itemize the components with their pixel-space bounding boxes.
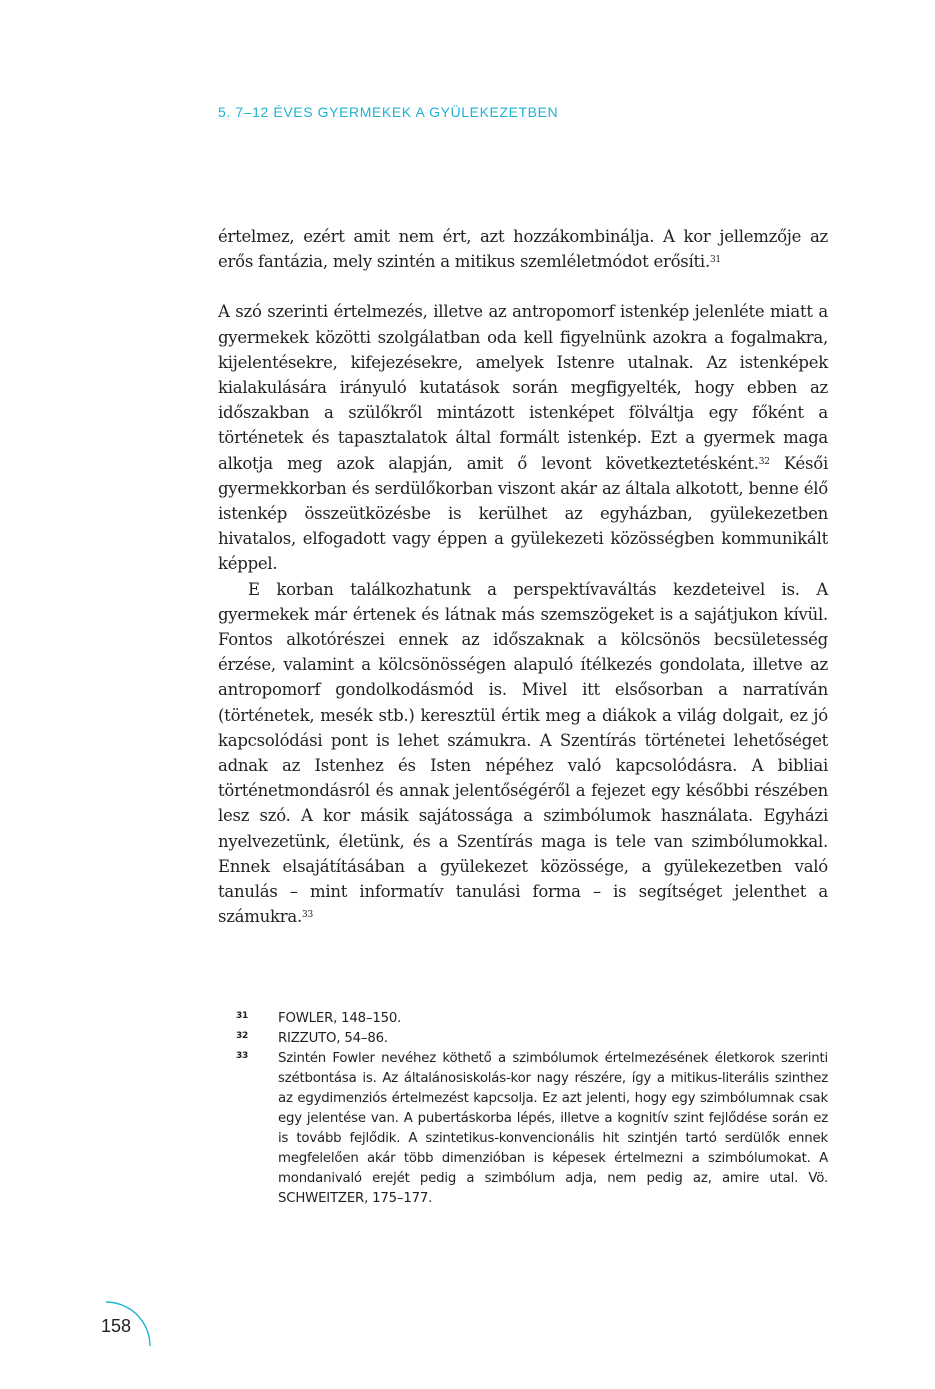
paragraph-2-text-a: A szó szerinti értelmezés, illetve az antropomorf istenkép jelenléte miatt a gyermekek közötti szolgálatban oda kell figyelnünk azokra a fogalmakra, kijelentésekre, kifejezésekre, amelyek Istenre utalnak. Az istenképek kialakulására irányuló kutatások során megfigyelték, hogy ebben az időszakban a szülőkről mintázott istenképet fölváltja egy főként a történetek és tapasztalatok által formált istenkép. Ezt a gyermek maga alkotja meg azok alapján, amit ő levont következtetésként. bbox=[218, 302, 828, 473]
footnotes bbox=[236, 1009, 828, 1209]
paragraph-3 bbox=[218, 577, 828, 930]
footnote-ref-31[interactable]: 31 bbox=[709, 255, 721, 266]
footnote-ref-33[interactable]: 33 bbox=[302, 910, 313, 921]
paragraph-2 bbox=[218, 299, 828, 576]
running-head: 5. 7–12 ÉVES GYERMEKEK A GYÜLEKEZETBEN bbox=[218, 104, 559, 120]
footnote-33 bbox=[236, 1049, 828, 1209]
paragraph-1 bbox=[218, 224, 828, 274]
footnote-number: 32 bbox=[236, 1031, 249, 1041]
paragraph-2-text-b: Késői gyermekkorban és serdülőkorban viszont akár az általa alkotott, benne élő istenkép összeütközésbe is kerülhet az egyházban, gyülekezetben hivatalos, elfogadott vagy éppen a gyülekezeti közösségben kommunikált képpel. bbox=[218, 453, 828, 574]
footnote-text: Szintén Fowler nevéhez köthető a szimbólumok értelmezésének életkorok szerinti szétbontása is. Az általánosiskolás-kor nagy részére, így a mitikus-literális szinthez az egydimenziós értelmezést kapcsolja. Ez azt jelenti, hogy egy szimbólumnak csak egy jelentése van. A pubertáskorba lépés, illetve a kognitív szint fejlődése során ez is tovább fejlődik. A szintetikus-konvencionális hit szintjén tartó serdülők ennek megfelelően akár több dimenzióban is képesek értelmezni a szimbólumokat. A mondanivaló erejét pedig a szimbólum adja, nem pedig az, amire utal. Vö. SCHWEITZER, 175–177. bbox=[278, 1051, 828, 1206]
footnote-text: RIZZUTO, 54–86. bbox=[278, 1031, 388, 1046]
main-text bbox=[218, 224, 828, 929]
paragraph-3-text: E korban találkozhatunk a perspektívaváltás kezdeteivel is. A gyermekek már értenek és látnak más szemszögeket is a sajátjukon kívül. Fontos alkotórészei ennek az időszaknak a kölcsönös becsületesség érzése, valamint a kölcsönösségen alapuló ítélkezés gondolata, illetve az antropomorf gondolkodásmód is. Mivel itt elsősorban a narratíván (történetek, mesék stb.) keresztül értik meg a diákok a világ dolgait, ez jó kapcsolódási pont is lehet számukra. A Szentírás történetei lehetőséget adnak az Istenhez és Isten népéhez való kapcsolódásra. A bibliai történetmondásról és annak jelentőségéről a fejezet egy későbbi részében lesz szó. A kor másik sajátossága a szimbólumok használata. Egyházi nyelvezetünk, életünk, és a Szentírás maga is tele van szimbólumokkal. Ennek elsajátításában a gyülekezet közössége, a gyülekezetben való tanulás – mint informatív tanulási forma – is segítséget jelenthet a számukra. bbox=[218, 579, 828, 927]
footnote-32 bbox=[236, 1029, 828, 1049]
footnote-text: FOWLER, 148–150. bbox=[278, 1011, 402, 1026]
footnote-number: 31 bbox=[236, 1011, 249, 1021]
paragraph-1-text: értelmez, ezért amit nem ért, azt hozzákombinálja. A kor jellemzője az erős fantázia, mely szintén a mitikus szemléletmódot erősíti. bbox=[218, 227, 828, 272]
footnote-ref-32[interactable]: 32 bbox=[758, 456, 770, 467]
page-number: 158 bbox=[101, 1316, 132, 1336]
footnote-31 bbox=[236, 1009, 828, 1029]
footnote-number: 33 bbox=[236, 1051, 249, 1061]
